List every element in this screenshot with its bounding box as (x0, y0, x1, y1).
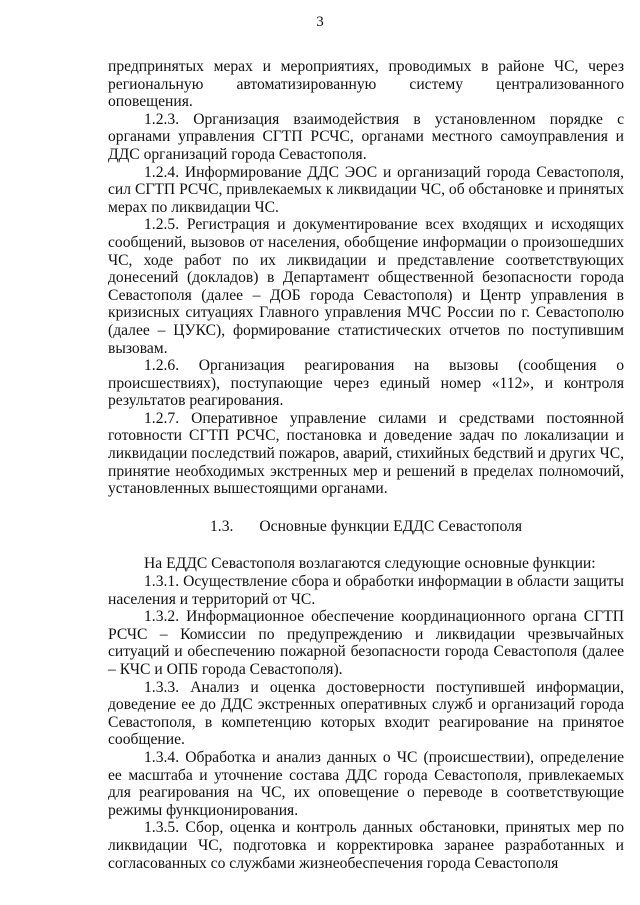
page-number: 3 (316, 14, 324, 30)
paragraph-1-3-4: 1.3.4. Обработка и анализ данных о ЧС (происшествии), определение ее масштаба и уточнение состава ДДС города Севастополя, привлекаемых для реагирования на ЧС, их оповещение о переводе в соответствующие режимы функционирования. (108, 748, 624, 819)
paragraph-1-2-4: 1.2.4. Информирование ДДС ЭОС и организаций города Севастополя, сил СГТП РСЧС, привлекаемых к ликвидации ЧС, об обстановке и принятых мерах по ликвидации ЧС. (108, 163, 624, 216)
section-number: 1.3. (210, 517, 234, 535)
paragraph-1-2-6: 1.2.6. Организация реагирования на вызовы (сообщения о происшествиях), поступающие через единый номер «112», и контроля результатов реагирования. (108, 357, 624, 410)
paragraph-1-2-5: 1.2.5. Регистрация и документирование всех входящих и исходящих сообщений, вызовов от населения, обобщение информации о произошедших ЧС, ходе работ по их ликвидации и представление соответствующих донесений (докладов) в Департамент общественной безопасности города Севастополя (далее – ДОБ города Севастополя) и Центр управления в кризисных ситуациях Главного управления МЧС России по г. Севастополю (далее – ЦУКС), формирование статистических отчетов по поступившим вызовам. (108, 216, 624, 357)
paragraph-1-2-7: 1.2.7. Оперативное управление силами и средствами постоянной готовности СГТП РСЧС, постановка и доведение задач по локализации и ликвидации последствий пожаров, аварий, стихийных бедствий и других ЧС, принятие необходимых экстренных мер и решений в пределах полномочий, установленных вышестоящими органами. (108, 409, 624, 498)
paragraph-functions-intro: На ЕДДС Севастополя возлагаются следующие основные функции: (144, 555, 596, 573)
paragraph-1-3-3: 1.3.3. Анализ и оценка достоверности поступившей информации, доведение ее до ДДС экстренных оперативных служб и организаций города Севастополя, в компетенцию которых входит реагирование на принятое сообщение. (108, 678, 624, 749)
paragraph-1-3-5: 1.3.5. Сбор, оценка и контроль данных обстановки, принятых мер по ликвидации ЧС, подготовка и корректировка заранее разработанных и согласованных со службами жизнеобеспечения города Севастополя (108, 819, 624, 872)
paragraph-1-2-3: 1.2.3. Организация взаимодействия в установленном порядке с органами управления СГТП РСЧС, органами местного самоуправления и ДДС организаций города Севастополя. (108, 110, 624, 163)
paragraph-1-3-2: 1.3.2. Информационное обеспечение координационного органа СГТП РСЧС – Комиссии по предупреждению и ликвидации чрезвычайных ситуаций и обеспечению пожарной безопасности города Севастополя (далее – КЧС и ОПБ города Севастополя). (108, 608, 624, 678)
paragraph-continuation: предпринятых мерах и мероприятиях, проводимых в районе ЧС, через региональную автоматизированную систему централизованного оповещения. (108, 58, 624, 111)
section-title: Основные функции ЕДДС Севастополя (259, 517, 522, 535)
document-body (108, 58, 624, 872)
paragraph-1-3-1: 1.3.1. Осуществление сбора и обработки информации в области защиты населения и территорий от ЧС. (108, 573, 624, 608)
section-heading (108, 518, 624, 536)
